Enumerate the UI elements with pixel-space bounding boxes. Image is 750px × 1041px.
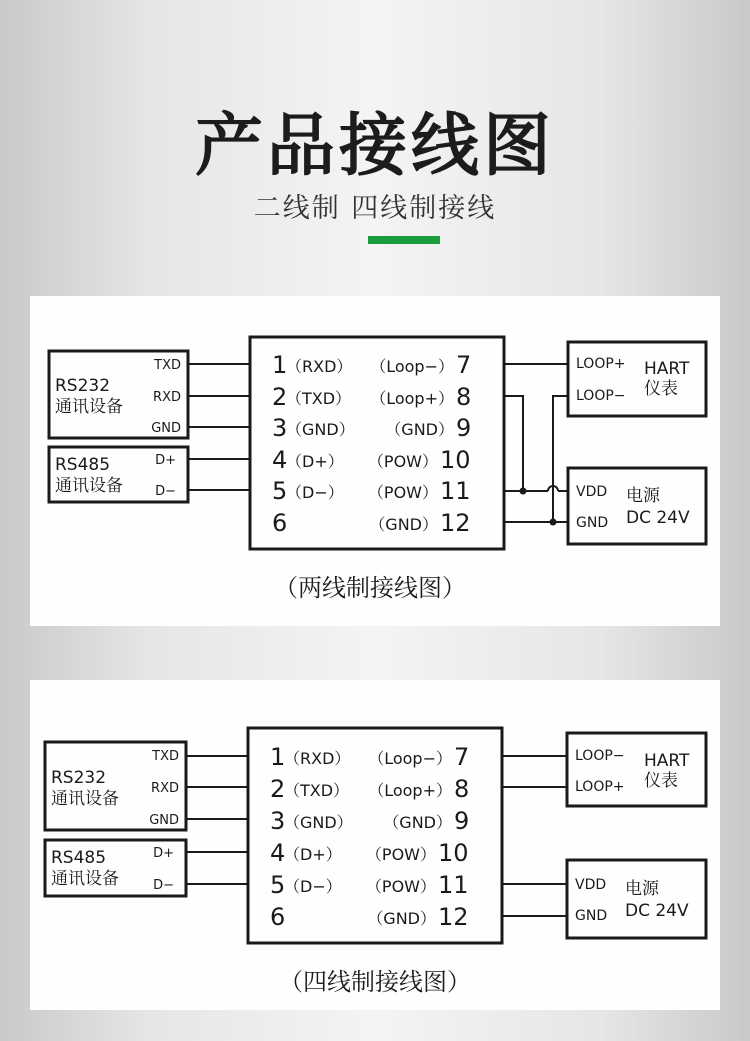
terminal-number: 5 bbox=[270, 871, 286, 899]
terminal-number: 3 bbox=[272, 414, 288, 442]
power-name: 电源 bbox=[626, 486, 660, 506]
terminal-number: 12 bbox=[438, 903, 469, 931]
terminal-number: 8 bbox=[456, 383, 472, 411]
wire-loop-return bbox=[553, 396, 568, 522]
terminal-number: 4 bbox=[272, 446, 288, 474]
terminal-label: （POW） bbox=[367, 452, 438, 471]
rs232-sub: 通讯设备 bbox=[55, 397, 123, 417]
terminal-number: 4 bbox=[270, 839, 286, 867]
rs232-pin: TXD bbox=[154, 358, 181, 373]
page-subtitle: 二线制 四线制接线 bbox=[253, 193, 497, 224]
terminal-label: （POW） bbox=[365, 845, 436, 864]
four-wire-diagram bbox=[30, 680, 720, 1010]
terminal-number: 10 bbox=[438, 839, 469, 867]
four-wire-diagram-panel bbox=[30, 680, 720, 1010]
power-pin: GND bbox=[575, 908, 608, 924]
terminal-label: （POW） bbox=[365, 877, 436, 896]
terminal-number: 2 bbox=[270, 775, 286, 803]
rs232-pin: GND bbox=[151, 421, 181, 436]
rs485-pin: D− bbox=[155, 484, 176, 499]
terminal-label: （Loop−） bbox=[368, 749, 452, 768]
terminal-label: （TXD） bbox=[286, 389, 352, 408]
rs232-pin: RXD bbox=[151, 781, 179, 796]
hart-device-box bbox=[568, 342, 706, 416]
terminal-label: （GND） bbox=[383, 813, 452, 832]
wire-loop-plus bbox=[504, 396, 523, 491]
junction-dot bbox=[520, 488, 527, 495]
terminal-number: 7 bbox=[454, 743, 470, 771]
rs485-sub: 通讯设备 bbox=[55, 476, 123, 496]
terminal-number: 3 bbox=[270, 807, 286, 835]
rs232-pin: TXD bbox=[152, 749, 179, 764]
terminal-label: （GND） bbox=[284, 813, 353, 832]
terminal-number: 6 bbox=[270, 903, 286, 931]
hart-name: HART bbox=[644, 359, 690, 379]
terminal-label: （D+） bbox=[286, 452, 344, 471]
two-wire-diagram bbox=[30, 296, 720, 626]
power-supply-box bbox=[567, 860, 706, 938]
terminal-number: 2 bbox=[272, 383, 288, 411]
power-pin: VDD bbox=[575, 877, 607, 893]
two-wire-diagram-panel bbox=[30, 296, 720, 626]
accent-bar bbox=[368, 236, 440, 244]
terminal-label: （D−） bbox=[284, 877, 342, 896]
hart-pin: LOOP+ bbox=[575, 779, 625, 795]
terminal-label: （TXD） bbox=[284, 781, 350, 800]
rs485-pin: D− bbox=[153, 878, 174, 893]
hart-name: HART bbox=[644, 751, 690, 771]
rs485-name: RS485 bbox=[51, 848, 107, 868]
terminal-number: 11 bbox=[440, 477, 471, 505]
terminal-number: 10 bbox=[440, 446, 471, 474]
rs232-name: RS232 bbox=[55, 376, 111, 396]
power-sub: DC 24V bbox=[626, 508, 690, 528]
junction-dot bbox=[550, 519, 557, 526]
rs485-sub: 通讯设备 bbox=[51, 869, 119, 889]
power-supply-box bbox=[568, 468, 706, 544]
terminal-label: （GND） bbox=[369, 515, 438, 534]
terminal-number: 1 bbox=[272, 351, 288, 379]
terminal-label: （D+） bbox=[284, 845, 342, 864]
rs232-pin: RXD bbox=[153, 390, 181, 405]
power-sub: DC 24V bbox=[625, 901, 689, 921]
hart-pin: LOOP− bbox=[576, 388, 626, 404]
power-pin: VDD bbox=[576, 484, 608, 500]
hart-sub: 仪表 bbox=[644, 771, 678, 791]
terminal-label: （GND） bbox=[385, 420, 454, 439]
terminal-label: （GND） bbox=[367, 909, 436, 928]
terminal-number: 12 bbox=[440, 509, 471, 537]
hart-sub: 仪表 bbox=[644, 379, 678, 399]
diagram-caption: （两线制接线图） bbox=[274, 574, 466, 602]
terminal-number: 6 bbox=[272, 509, 288, 537]
page-title: 产品接线图 bbox=[194, 107, 555, 186]
diagram-caption: （四线制接线图） bbox=[279, 968, 471, 996]
hart-pin: LOOP+ bbox=[576, 356, 626, 372]
power-name: 电源 bbox=[625, 879, 659, 899]
terminal-label: （GND） bbox=[286, 420, 355, 439]
terminal-number: 8 bbox=[454, 775, 470, 803]
terminal-label: （Loop+） bbox=[370, 389, 454, 408]
terminal-number: 9 bbox=[454, 807, 470, 835]
terminal-number: 5 bbox=[272, 477, 288, 505]
power-pin: GND bbox=[576, 515, 609, 531]
rs232-pin: GND bbox=[149, 813, 179, 828]
rs232-sub: 通讯设备 bbox=[51, 789, 119, 809]
terminal-number: 9 bbox=[456, 414, 472, 442]
terminal-label: （RXD） bbox=[284, 749, 351, 768]
rs485-pin: D+ bbox=[155, 453, 176, 468]
rs232-name: RS232 bbox=[51, 768, 107, 788]
rs485-name: RS485 bbox=[55, 455, 111, 475]
terminal-label: （Loop−） bbox=[370, 357, 454, 376]
rs485-pin: D+ bbox=[153, 846, 174, 861]
terminal-number: 7 bbox=[456, 351, 472, 379]
terminal-number: 1 bbox=[270, 743, 286, 771]
terminal-label: （POW） bbox=[367, 483, 438, 502]
terminal-number: 11 bbox=[438, 871, 469, 899]
terminal-label: （D−） bbox=[286, 483, 344, 502]
terminal-label: （Loop+） bbox=[368, 781, 452, 800]
terminal-label: （RXD） bbox=[286, 357, 353, 376]
hart-pin: LOOP− bbox=[575, 748, 625, 764]
